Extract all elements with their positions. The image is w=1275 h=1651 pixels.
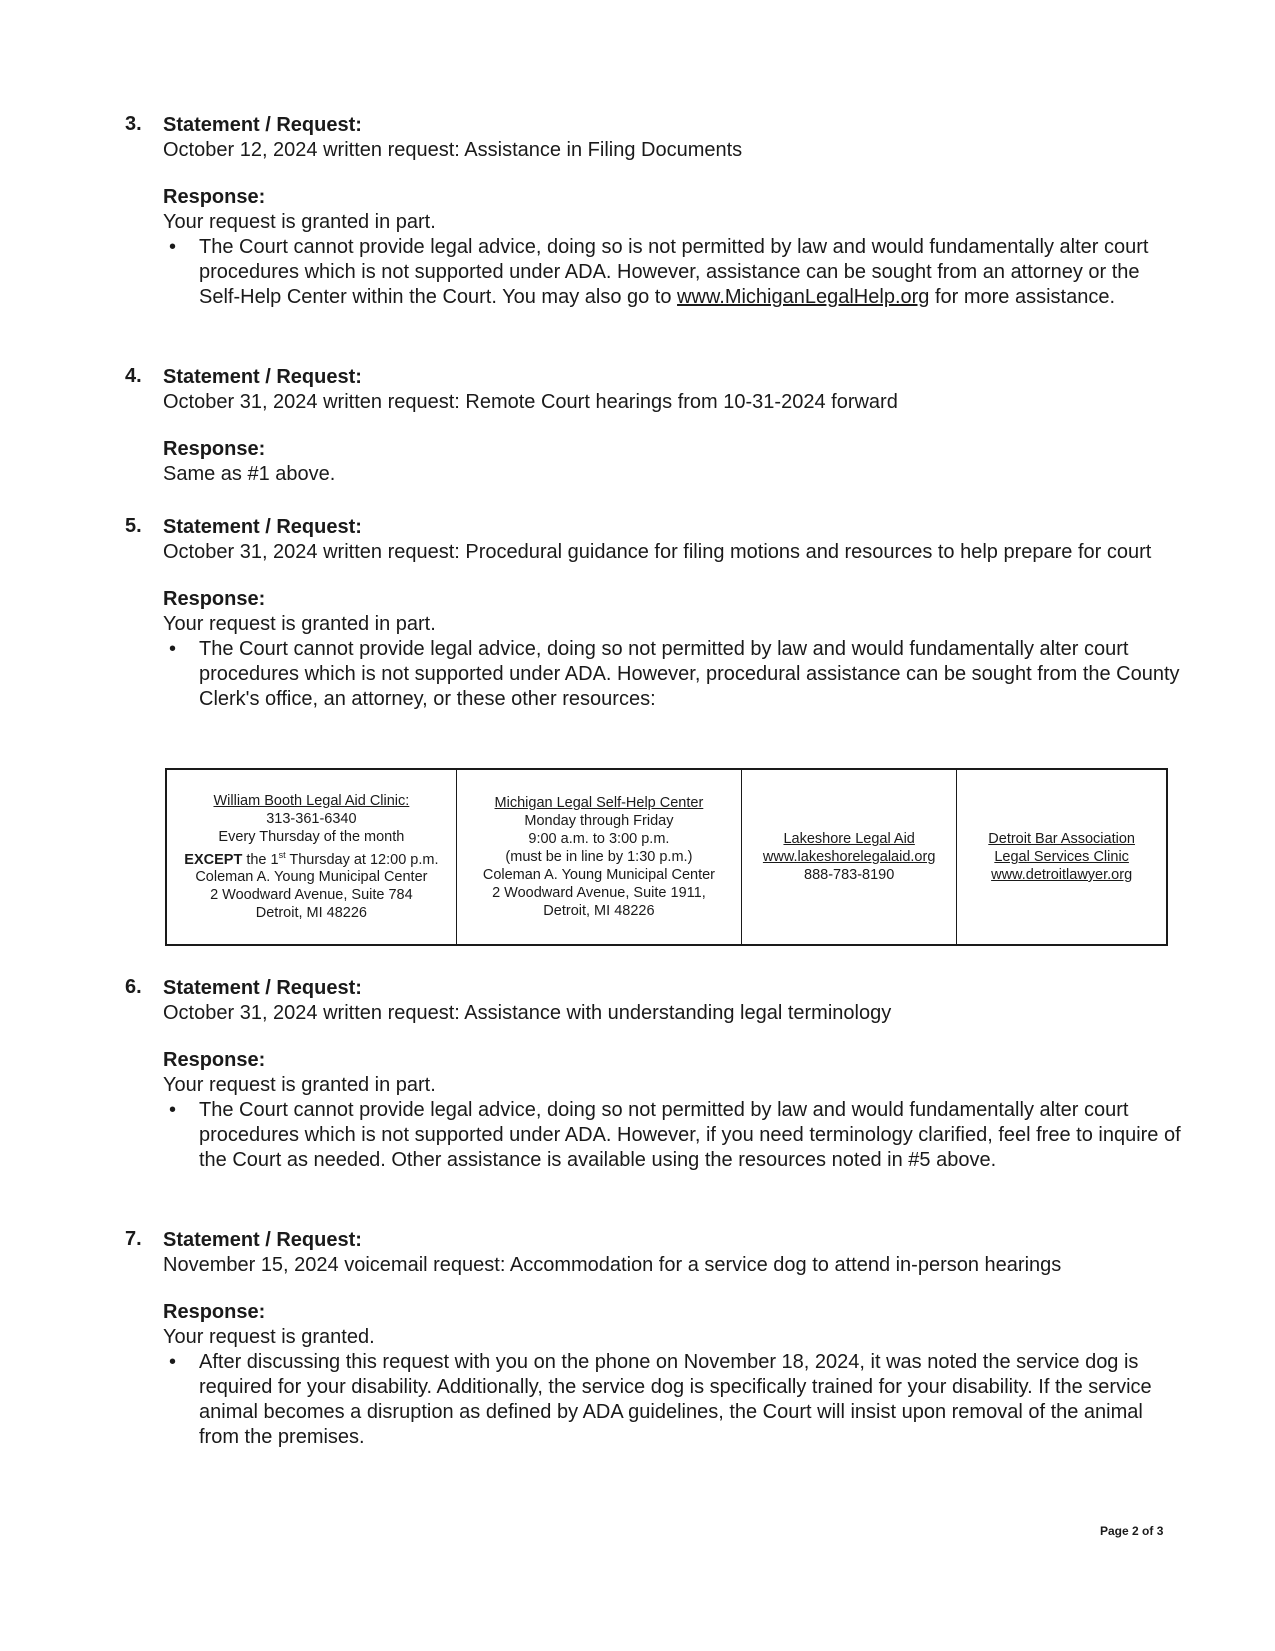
lakeshore-phone: 888-783-8190 [804,867,895,883]
self-help-hours: 9:00 a.m. to 3:00 p.m. [528,831,670,847]
request-text: October 31, 2024 written request: Remote Court hearings from 10-31-2024 forward [163,391,898,413]
booth-building: Coleman A. Young Municipal Center [195,869,428,886]
response-text: Your request is granted in part. [163,211,436,233]
response-bullet: • The Court cannot provide legal advice, doing so not permitted by law and would fundamentally alter court procedures which is not supported under ADA. However, procedural assistance can be sought from the County Clerk's office, an attorney, or these other resources: [169,638,1180,710]
booth-exception: EXCEPT the 1st Thursday at 12:00 p.m. [184,849,439,868]
bullet-icon: • [169,1099,177,1121]
resource-self-help [456,769,741,945]
item-number: 7. [125,1228,142,1250]
response-heading: Response: [163,1301,266,1323]
statement-heading: Statement / Request: [163,114,362,136]
resource-detroit-bar [957,769,1167,945]
dba-name-line2[interactable]: Legal Services Clinic [994,849,1129,865]
request-text: October 12, 2024 written request: Assistance in Filing Documents [163,139,743,161]
lakeshore-url[interactable]: www.lakeshorelegalaid.org [762,849,936,865]
bullet-icon: • [169,638,177,660]
response-heading: Response: [163,186,266,208]
self-help-building: Coleman A. Young Municipal Center [482,867,715,883]
item-number: 6. [125,976,142,998]
response-text: Your request is granted in part. [163,613,436,635]
response-text: Same as #1 above. [163,463,336,485]
lakeshore-name[interactable]: Lakeshore Legal Aid [783,831,915,847]
booth-name[interactable]: William Booth Legal Aid Clinic: [213,792,410,809]
item-number: 3. [125,113,142,135]
self-help-days: Monday through Friday [524,813,674,829]
self-help-note: (must be in line by 1:30 p.m.) [505,849,693,865]
resources-table [165,768,1168,946]
dba-name-line1[interactable]: Detroit Bar Association [988,831,1135,847]
response-text: Your request is granted. [163,1326,375,1348]
dba-url[interactable]: www.detroitlawyer.org [991,867,1133,883]
resource-booth [166,769,456,945]
response-bullet: • The Court cannot provide legal advice, doing so not permitted by law and would fundamentally alter court procedures which is not supported under ADA. However, if you need terminology clarified, feel free to inquire of the Court as needed. Other assistance is available using the resources noted in #5 above. [169,1099,1181,1171]
resource-lakeshore [742,769,957,945]
item-number: 5. [125,515,142,537]
michigan-legal-help-link[interactable]: www.MichiganLegalHelp.org [677,286,930,308]
statement-heading: Statement / Request: [163,516,362,538]
response-heading: Response: [163,1049,266,1071]
item-5 [125,515,1185,712]
booth-phone: 313-361-6340 [266,810,357,827]
self-help-city: Detroit, MI 48226 [543,903,655,919]
item-3 [125,113,1185,310]
response-text: Your request is granted in part. [163,1074,436,1096]
booth-address: 2 Woodward Avenue, Suite 784 [210,887,413,904]
request-text: November 15, 2024 voicemail request: Accommodation for a service dog to attend in-person hearings [163,1254,1062,1276]
self-help-address: 2 Woodward Avenue, Suite 1911, [492,885,706,901]
response-bullet: • After discussing this request with you on the phone on November 18, 2024, it was noted the service dog is required for your disability. Additionally, the service dog is specifically trained for your disability. If the service animal becomes a disruption as defined by ADA guidelines, the Court will insist upon removal of the animal from the premises. [169,1351,1152,1448]
item-4 [125,365,1185,487]
bullet-icon: • [169,236,177,258]
request-text: October 31, 2024 written request: Assistance with understanding legal terminology [163,1002,892,1024]
item-number: 4. [125,365,142,387]
bullet-icon: • [169,1351,177,1373]
response-heading: Response: [163,588,266,610]
response-heading: Response: [163,438,266,460]
statement-heading: Statement / Request: [163,1229,362,1251]
item-7 [125,1228,1185,1450]
statement-heading: Statement / Request: [163,366,362,388]
self-help-name[interactable]: Michigan Legal Self-Help Center [494,795,704,811]
response-bullet: • The Court cannot provide legal advice, doing so is not permitted by law and would fundamentally alter court procedures which is not supported under ADA. However, assistance can be sought from an attorney or the Self-Help Center within the Court. You may also go to www.MichiganLegalHelp.org for more assistance. [169,236,1149,308]
request-text: October 31, 2024 written request: Procedural guidance for filing motions and resources to help prepare for court [163,541,1152,563]
statement-heading: Statement / Request: [163,977,362,999]
booth-city: Detroit, MI 48226 [255,905,367,922]
item-6 [125,976,1185,1173]
booth-schedule: Every Thursday of the month [218,828,405,845]
page-number: Page 2 of 3 [1100,1524,1164,1538]
